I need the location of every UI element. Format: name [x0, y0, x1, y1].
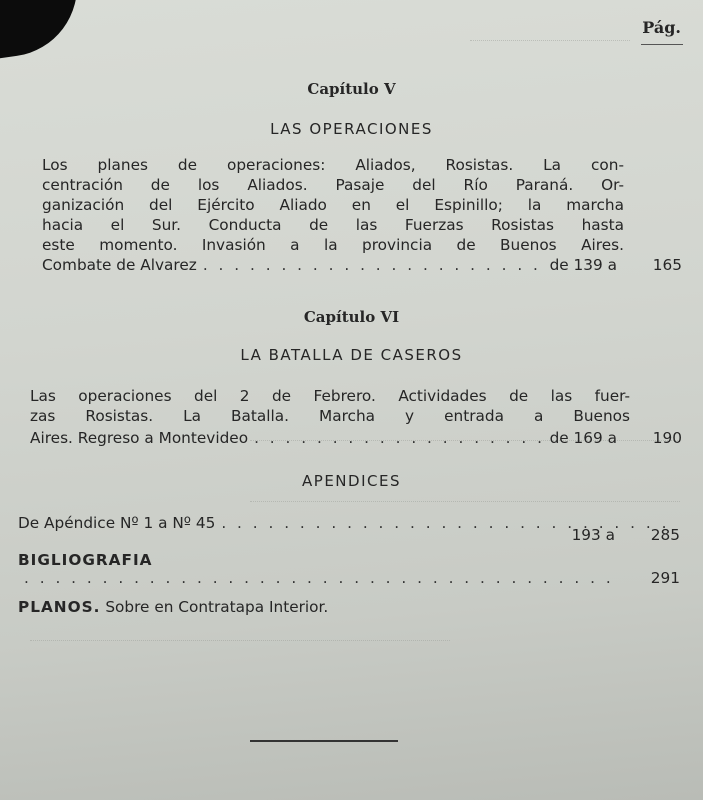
entry-line: Los planes de operaciones: Aliados, Rosistas. La con- [42, 156, 624, 174]
chapter-6-title: LA BATALLA DE CASEROS [240, 346, 463, 364]
page-column-header: Pág. [642, 18, 681, 37]
chapter-6-entry [30, 386, 630, 426]
page-range-end: 165 [652, 256, 682, 274]
leader-dots [254, 428, 544, 448]
chapter-5-title: LAS OPERACIONES [270, 120, 433, 138]
appendices-page-ref [18, 525, 680, 545]
chapter-6-page-ref [30, 428, 682, 448]
page-range-end: 190 [652, 429, 682, 447]
entry-line: Aires. Regreso a Montevideo [30, 429, 249, 447]
maps-text: Sobre en Contratapa Interior. [105, 598, 329, 616]
entry-line: zas Rosistas. La Batalla. Marcha y entrada a Buenos [30, 407, 630, 425]
chapter-5-label: Capítulo V [307, 80, 396, 98]
chapter-5-page-ref [42, 255, 682, 275]
bleed-through-decoration [250, 440, 680, 502]
bibliography-page: 291 [650, 569, 680, 587]
bleed-through-decoration [470, 40, 630, 55]
bibliography-page-ref [18, 568, 680, 588]
bleed-through-decoration [30, 640, 450, 671]
page-corner-shadow [0, 0, 86, 63]
entry-line: hacia el Sur. Conducta de las Fuerzas Rosistas hasta [42, 216, 624, 234]
chapter-6-label: Capítulo VI [303, 308, 400, 326]
entry-line: Combate de Alvarez [42, 256, 197, 274]
maps-entry [18, 597, 680, 617]
appendices-title: APENDICES [302, 472, 401, 490]
entry-line: centración de los Aliados. Pasaje del Río Paraná. Or- [42, 176, 624, 194]
bibliography-entry [18, 550, 680, 570]
closing-rule [250, 740, 398, 742]
entry-line: De Apéndice Nº 1 a Nº 45 [18, 514, 216, 532]
maps-label: PLANOS. [18, 598, 101, 616]
bibliography-label: BIGLIOGRAFIA [18, 551, 153, 569]
leader-dots [24, 568, 619, 588]
entry-line: ganización del Ejército Aliado en el Espinillo; la marcha [42, 196, 624, 214]
entry-line: este momento. Invasión a la provincia de Buenos Aires. [42, 236, 624, 254]
page-range-end: 285 [650, 526, 680, 544]
page-range-start: de 139 a [549, 256, 617, 274]
entry-line: Las operaciones del 2 de Febrero. Actividades de las fuer- [30, 387, 630, 405]
page-header-rule [641, 44, 683, 45]
page-range-start: de 169 a [549, 429, 617, 447]
page-range-start: 193 a [571, 526, 615, 544]
leader-dots [203, 255, 544, 275]
chapter-5-entry [42, 155, 624, 255]
